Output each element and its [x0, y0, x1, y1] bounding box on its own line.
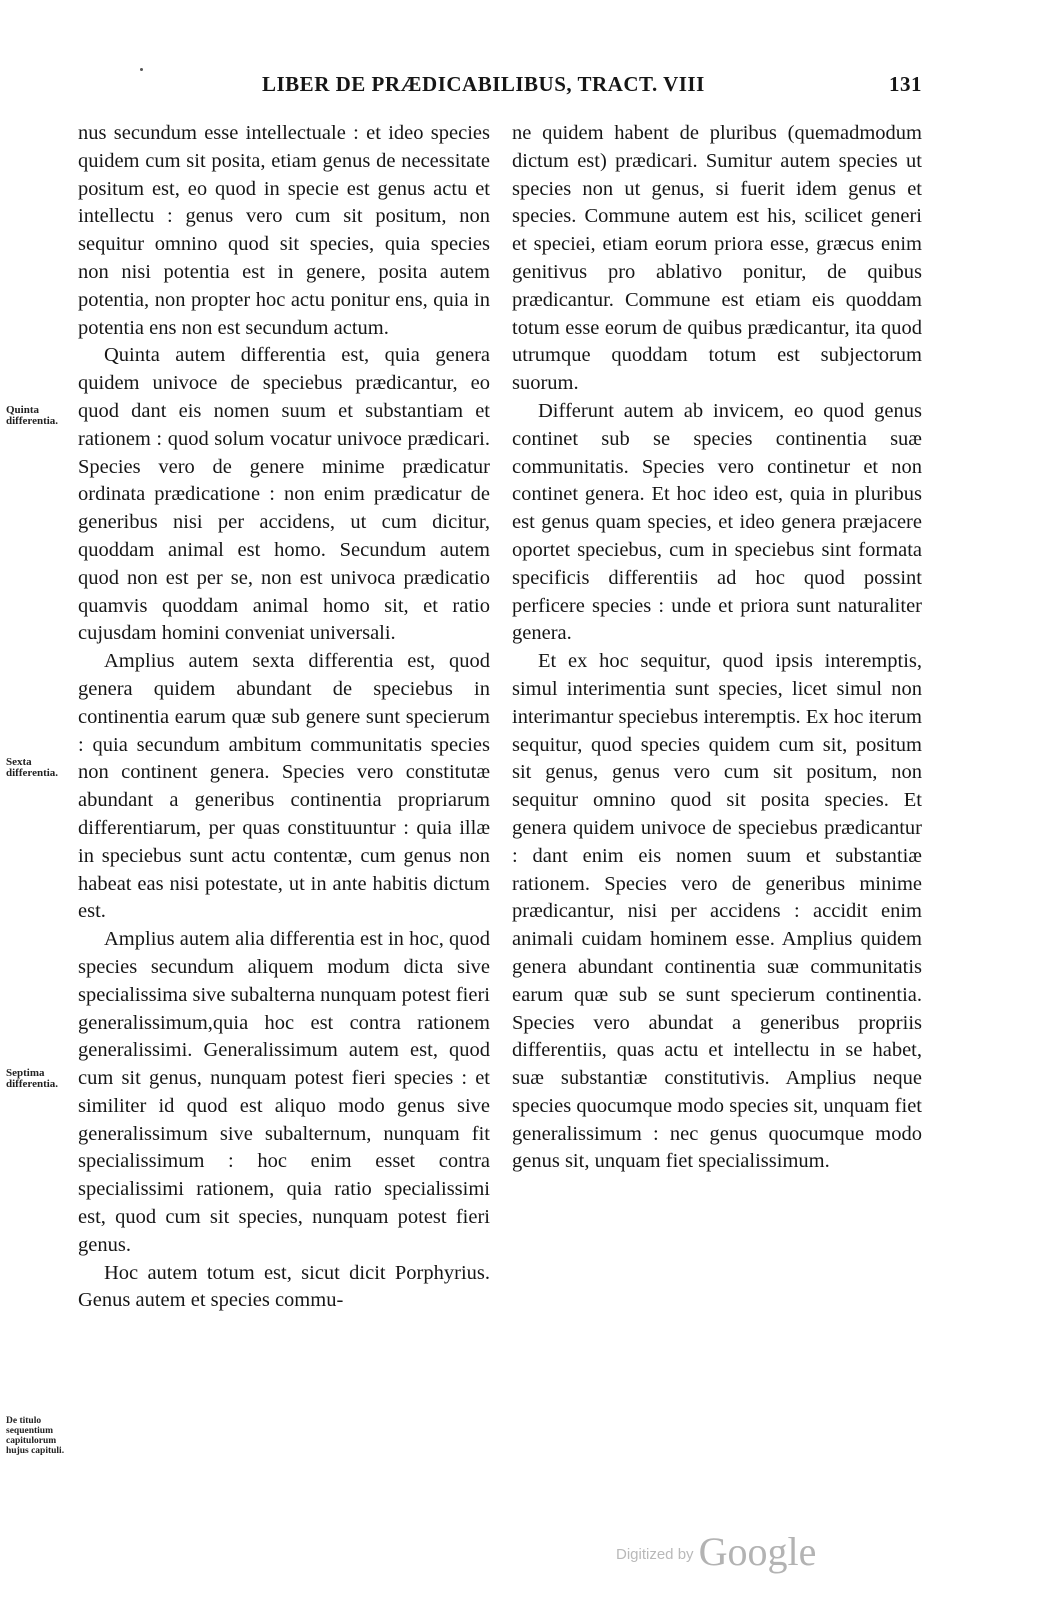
margin-note-titulo: De titulo sequentium capitulorum hujus capituli.	[6, 1416, 65, 1456]
paragraph: nus secundum esse intellectuale : et ideo species quidem cum sit posita, etiam genus de necessitate positum est, eo quod in specie est genus actu et intellectu : genus vero cum sit positum, non sequitur omnino quod sit species, quia species non nisi potentia est in genere, posita autem potentia, non propter hoc actu ponitur ens, quia in potentia ens non est secundum actum.	[78, 122, 490, 339]
margin-note-septima: Septima differentia.	[6, 1067, 59, 1090]
digitized-watermark	[616, 1528, 816, 1575]
stray-dot	[140, 68, 143, 71]
page-number: 131	[889, 72, 922, 96]
paragraph: Differunt autem ab invicem, eo quod genus continet sub se species continentia suæ communitatis. Species vero continetur et non continet genera. Et hoc ideo est, quia in pluribus est genus quam species, et ideo genera præjacere oportet speciebus, cum in speciebus sint formata specificis differentiis ad hoc quod possint perficere species : unde et priora sunt naturaliter genera.	[512, 399, 922, 645]
paragraph: Amplius autem sexta differentia est, quod genera quidem abundant de speciebus in continentia earum quæ sub genere sunt specierum : quia secundum ambitum communitatis species non continent genera. Species vero constitutæ abundant a generibus continentia propriarum differentiarum, per quas constituuntur : quia illæ in speciebus sunt actu contentæ, cum genus non habeat eas nisi potestate, ut in ante habitis dictum est.	[78, 650, 490, 923]
google-logo: Google	[698, 1529, 817, 1574]
margin-note-sexta: Sexta differentia.	[6, 756, 59, 779]
paragraph: ne quidem habent de pluribus (quemadmodum dictum est) prædicari. Sumitur autem species ut species non ut genus, si fuerit idem genus et species. Commune autem est his, scilicet generi et speciei, etiam eorum priora esse, græcus enim genitivus pro ablativo ponitur, de quibus prædicantur. Commune est etiam eis quoddam totum esse eorum de quibus prædicantur, ita quod utrumque quoddam totum est subjectorum suorum.	[512, 122, 922, 395]
paragraph: Et ex hoc sequitur, quod ipsis interemptis, simul interimentia sunt species, licet simul non interimantur speciebus interemptis. Ex hoc iterum sequitur, quod species quidem cum sit, positum sit genus, genus vero cum sit positum, non sequitur omnino quod sit posita species. Et genera quidem univoce de speciebus prædicantur : dant enim eis nomen suum et substantiæ rationem. Species vero de generibus minime prædicantur, nisi per accidens : accidit enim animali cuidam hominem esse. Amplius quidem genera abundant continentia suæ communitatis earum quæ sub se sunt specierum continentia. Species vero abundat a generibus propriis differentiis, quas actu et intellectu in se habet, suæ substantiæ constitutivis. Amplius neque species quocumque modo species sit, unquam fiet generalissimum : nec genus quocumque modo genus sit, unquam fiet specialissimum.	[512, 650, 922, 1173]
paragraph: Quinta autem differentia est, quia genera quidem univoce de speciebus prædicantur, eo quod dant eis nomen suum et substantiam et rationem : quod solum vocatur univoce prædicari. Species vero de genere minime prædicatur ordinata prædicatione : non enim prædicatur de generibus nisi per accidens, ut cum dicitur, quoddam animal est homo. Secundum autem quod non est per se, non est univoca prædicatio quamvis quoddam animal homo sit, et ratio cujusdam homini conveniat universali.	[78, 344, 490, 645]
paragraph: Hoc autem totum est, sicut dicit Porphyrius. Genus autem et species commu-	[78, 1261, 490, 1312]
digitized-by-text: Digitized by	[616, 1546, 694, 1563]
paragraph: Amplius autem alia differentia est in hoc, quod species secundum aliquem modum dicta sive specialissima sive subalterna nunquam potest fieri generalissimum,quia hoc est contra rationem generalissimi. Generalissimum autem est, quod cum sit genus, nunquam potest fieri species : et similiter id quod est aliquo modo genus sive generalissimum sive subalternum, nunquam fit specialissimum : hoc enim esset contra specialissimi rationem, quia ratio specialissimi est, quod cum sit species, nunquam potest fieri genus.	[78, 928, 490, 1256]
margin-note-quinta: Quinta differentia.	[6, 404, 59, 427]
right-column	[512, 120, 922, 1176]
left-column	[78, 120, 490, 1315]
page-title: LIBER DE PRÆDICABILIBUS, TRACT. VIII	[262, 72, 705, 96]
